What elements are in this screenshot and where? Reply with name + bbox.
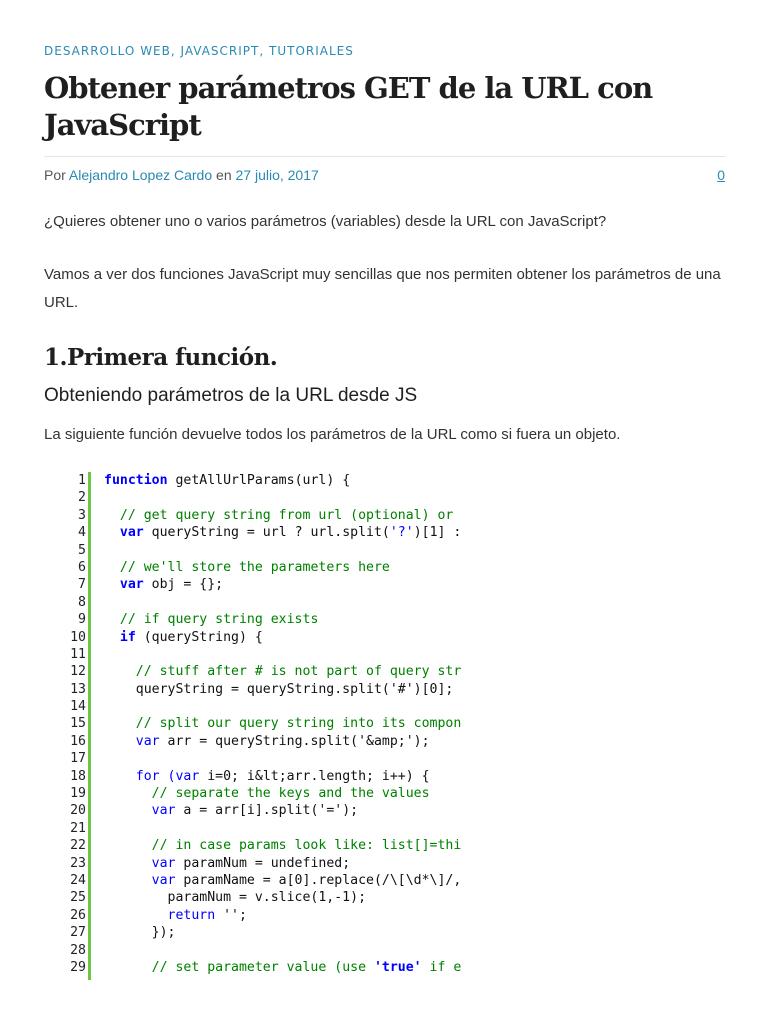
code-token bbox=[104, 734, 136, 749]
code-line-number: 2 bbox=[78, 490, 86, 506]
code-token: if e bbox=[421, 959, 462, 975]
code-line bbox=[104, 855, 461, 872]
category-link-tutoriales[interactable]: TUTORIALES bbox=[269, 44, 354, 58]
comment-count-link[interactable]: 0 bbox=[717, 167, 725, 183]
code-line bbox=[104, 907, 461, 924]
post-categories bbox=[44, 44, 354, 58]
code-line bbox=[104, 802, 461, 819]
code-token: for (var bbox=[135, 768, 200, 784]
code-token bbox=[104, 508, 120, 523]
code-line-numbers bbox=[44, 472, 86, 976]
code-token bbox=[104, 856, 152, 871]
code-line-number: 21 bbox=[70, 820, 86, 836]
code-token bbox=[104, 786, 152, 801]
code-token bbox=[104, 838, 152, 853]
code-line-number: 1 bbox=[78, 473, 86, 488]
code-line-number: 3 bbox=[78, 507, 86, 523]
code-token: paramNum = v.slice(1,-1); bbox=[104, 890, 367, 906]
code-line-number: 18 bbox=[70, 768, 86, 784]
code-line bbox=[104, 542, 461, 559]
code-gutter-bar bbox=[88, 472, 91, 980]
code-token: // we'll store the parameters here bbox=[119, 559, 390, 575]
code-token: queryString = url ? url.split( bbox=[143, 525, 390, 541]
section-subheading: Obteniendo parámetros de la URL desde JS bbox=[44, 385, 418, 406]
code-line bbox=[104, 681, 461, 698]
code-token bbox=[104, 664, 136, 679]
code-token bbox=[104, 769, 136, 784]
code-line bbox=[104, 820, 461, 837]
body-paragraph: Vamos a ver dos funciones JavaScript muy sencillas que nos permiten obtener los parámetros de una URL. bbox=[44, 266, 721, 311]
code-line bbox=[104, 489, 461, 506]
code-token: var bbox=[151, 803, 176, 819]
code-line bbox=[104, 715, 461, 732]
code-token: paramNum = undefined; bbox=[175, 855, 351, 871]
code-line-number: 29 bbox=[70, 959, 86, 975]
code-block bbox=[44, 472, 504, 988]
code-line-number: 26 bbox=[70, 907, 86, 923]
code-line-number: 23 bbox=[70, 855, 86, 871]
code-token bbox=[104, 716, 136, 731]
code-line bbox=[104, 507, 461, 524]
code-token: // get query string from url (optional) or bbox=[119, 507, 454, 523]
category-separator: , bbox=[259, 44, 270, 58]
code-line-number: 9 bbox=[78, 612, 86, 628]
section-heading: 1.Primera función. bbox=[44, 344, 278, 371]
code-line-number: 5 bbox=[78, 542, 86, 558]
code-line bbox=[104, 594, 461, 611]
code-line bbox=[104, 559, 461, 576]
code-line bbox=[104, 837, 461, 854]
code-token: 'true' bbox=[373, 959, 422, 975]
code-token: if bbox=[119, 629, 136, 645]
code-token: var bbox=[151, 855, 176, 871]
lead-paragraph: La siguiente función devuelve todos los parámetros de la URL como si fuera un objeto. bbox=[44, 426, 621, 443]
category-link-javascript[interactable]: JAVASCRIPT bbox=[180, 44, 260, 58]
code-line bbox=[104, 942, 461, 959]
code-line-number: 10 bbox=[70, 629, 86, 645]
code-token: // split our query string into its compon bbox=[135, 716, 462, 732]
code-token: arr = queryString.split('&amp;'); bbox=[159, 733, 430, 749]
code-token: return bbox=[167, 907, 216, 923]
code-token bbox=[104, 803, 152, 818]
code-token bbox=[104, 577, 120, 592]
intro-paragraph: ¿Quieres obtener uno o varios parámetros (variables) desde la URL con JavaScript? bbox=[44, 213, 607, 230]
code-line bbox=[104, 663, 461, 680]
code-line-number: 13 bbox=[70, 681, 86, 697]
code-token: var bbox=[151, 872, 176, 888]
code-token bbox=[104, 612, 120, 627]
code-line bbox=[104, 889, 461, 906]
code-line-number: 24 bbox=[70, 872, 86, 888]
code-line bbox=[104, 733, 461, 750]
post-meta bbox=[44, 167, 319, 183]
category-link-desarrollo-web[interactable]: DESARROLLO WEB bbox=[44, 44, 171, 58]
code-token: }); bbox=[104, 925, 176, 941]
code-token: (queryString) { bbox=[135, 629, 263, 645]
code-line bbox=[104, 576, 461, 593]
code-line bbox=[104, 646, 461, 663]
code-line bbox=[104, 750, 461, 767]
code-line-number: 8 bbox=[78, 594, 86, 610]
code-token bbox=[104, 560, 120, 575]
code-line bbox=[104, 629, 461, 646]
code-token: i=0; i&lt;arr.length; i++) { bbox=[199, 768, 430, 784]
code-token: paramName = a[0].replace(/\[\d*\]/, bbox=[175, 872, 462, 888]
code-line bbox=[104, 924, 461, 941]
code-token: '?' bbox=[389, 525, 414, 541]
code-token: var bbox=[119, 577, 144, 593]
code-line bbox=[104, 524, 461, 541]
divider bbox=[44, 156, 726, 157]
code-token bbox=[104, 873, 152, 888]
category-separator: , bbox=[170, 44, 181, 58]
meta-by-label: Por bbox=[44, 167, 66, 183]
code-line-number: 27 bbox=[70, 925, 86, 941]
code-token: queryString = queryString.split('#')[0]; bbox=[104, 681, 454, 697]
code-line-number: 19 bbox=[70, 786, 86, 802]
code-token bbox=[104, 960, 152, 975]
code-token: getAllUrlParams(url) { bbox=[167, 473, 351, 488]
code-line-number: 20 bbox=[70, 803, 86, 819]
code-line-number: 6 bbox=[78, 559, 86, 575]
code-token: // if query string exists bbox=[119, 612, 319, 628]
meta-on-label: en bbox=[216, 167, 232, 183]
code-line bbox=[104, 959, 461, 976]
code-line-number: 28 bbox=[70, 942, 86, 958]
author-link[interactable]: Alejandro Lopez Cardo bbox=[68, 167, 213, 183]
code-token: // set parameter value (use bbox=[151, 959, 374, 975]
code-token: )[1] : bbox=[413, 525, 462, 541]
code-token: var bbox=[135, 733, 160, 749]
code-token: function bbox=[104, 473, 168, 488]
code-line-number: 7 bbox=[78, 577, 86, 593]
code-token: var bbox=[119, 525, 144, 541]
code-token: // in case params look like: list[]=thi bbox=[151, 838, 462, 854]
code-token bbox=[104, 630, 120, 645]
code-line bbox=[104, 698, 461, 715]
code-token: // stuff after # is not part of query str bbox=[135, 664, 462, 680]
code-line bbox=[104, 768, 461, 785]
code-line bbox=[104, 611, 461, 628]
code-line bbox=[104, 472, 461, 489]
code-line-number: 12 bbox=[70, 664, 86, 680]
code-line bbox=[104, 872, 461, 889]
code-token: a = arr[i].split('='); bbox=[175, 803, 359, 819]
code-line bbox=[104, 785, 461, 802]
post-title: Obtener parámetros GET de la URL con JavaScript bbox=[44, 71, 653, 142]
code-token: obj = {}; bbox=[143, 577, 224, 593]
code-line-number: 16 bbox=[70, 733, 86, 749]
code-line-number: 17 bbox=[70, 751, 86, 767]
date-link[interactable]: 27 julio, 2017 bbox=[235, 167, 319, 183]
code-token: ''; bbox=[215, 907, 247, 923]
code-token: // separate the keys and the values bbox=[151, 786, 430, 802]
code-line-number: 22 bbox=[70, 838, 86, 854]
code-line-number: 15 bbox=[70, 716, 86, 732]
code-line-number: 25 bbox=[70, 890, 86, 906]
code-line-number: 4 bbox=[78, 525, 86, 541]
code-token bbox=[104, 908, 168, 923]
code-token bbox=[104, 525, 120, 540]
code-line-number: 11 bbox=[70, 646, 86, 662]
code-lines bbox=[104, 472, 461, 976]
code-line-number: 14 bbox=[70, 699, 86, 715]
